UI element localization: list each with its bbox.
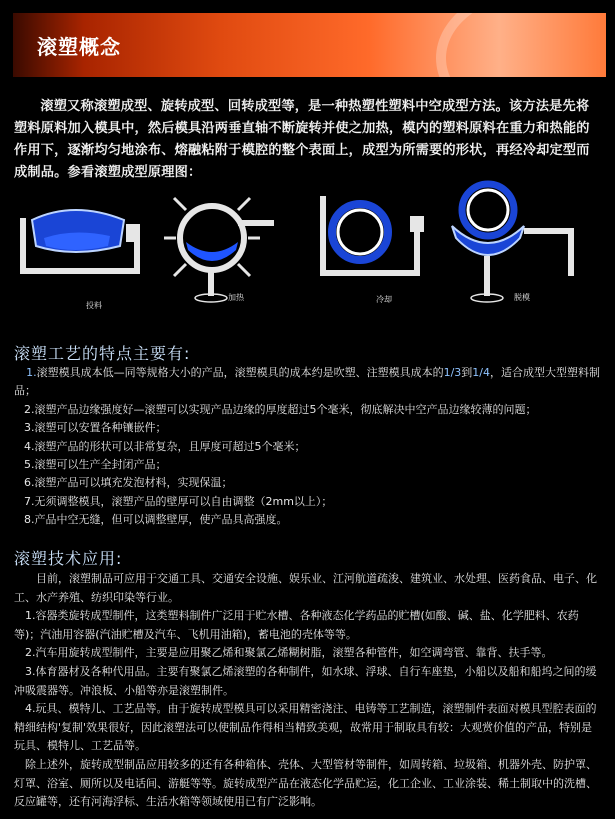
part-wall-cooling <box>338 210 382 254</box>
pipe-left-cooling <box>320 196 326 276</box>
valve-cooling <box>410 216 424 232</box>
molten-powder <box>186 242 238 261</box>
shaft-heating <box>208 270 214 296</box>
mold-cooling <box>332 204 388 260</box>
feature-item: 4.滚塑产品的形状可以非常复杂，且厚度可超过5个毫米； <box>24 439 306 453</box>
application-item: 2.汽车用旋转成型制件，主要是应用聚乙烯和聚氯乙烯糊树脂，滚塑各种管件，如空调弯管、靠背、扶手等。 <box>25 646 553 660</box>
feature-item: 6.滚塑产品可以填充发泡材料，实现保温； <box>24 476 233 490</box>
features-list <box>14 364 604 530</box>
rotomolding-principle-svg <box>14 180 604 320</box>
feature-item: 2.滚塑产品边缘强度好—滚塑可以实现产品边缘的厚度超过5个毫米，彻底解决中空产品边缘较薄的问题； <box>24 402 537 416</box>
finished-part <box>462 184 514 236</box>
application-item: 4.玩具、模特儿、工艺品等。由于旋转成型模具可以采用精密浇注、电铸等工艺制造，滚塑制件表面对模具型腔表面的精细结构'复制'效果很好，因此滚塑法可以使制品作得相当精致美观，故常用于制取具有较：大观赏价值的产品，特别是玩具、模特儿、工艺品等。 <box>14 702 597 753</box>
feature-item: 8.产品中空无缝，但可以调整壁厚，使产品具高强度。 <box>24 513 288 527</box>
arm-demolding <box>524 228 574 234</box>
pipe-left <box>20 218 26 274</box>
stage-cooling <box>320 196 424 304</box>
shaft-demolding <box>484 256 490 296</box>
pipe-right <box>134 240 140 274</box>
feature-item: 7.无须调整模具，滚塑产品的壁厚可以自由调整（2mm以上）； <box>24 494 333 508</box>
application-item: 1.容器类旋转成型制件，这类塑料制件广泛用于贮水槽、各种液态化学药品的贮槽(如酸、碱、盐、化学肥料、农药等)；汽油用容器(汽油贮槽及汽车、飞机用油箱)，蓄电池的壳体等等。 <box>14 609 579 641</box>
stage-label-cooling: 冷却 <box>376 295 392 304</box>
application-item: 除上述外，旋转成型制品应用较多的还有各种箱体、壳体、大型管材等制件，如周转箱、垃圾箱、机器外壳、防护罩、灯罩、浴室、厕所以及电话间、游艇等等。旋转成型产品在液态化学品贮运，化工企业、工业涂装、稀土制取中的洗槽、反应罐等，还有河海浮标、生活水箱等领域使用已有广泛影响。 <box>14 757 597 809</box>
rotomolding-diagram <box>14 180 604 320</box>
part-wall-demolding <box>468 190 508 230</box>
stage-label-heating: 加热 <box>228 293 244 302</box>
pipe-bottom-cooling <box>320 270 420 276</box>
post-demolding <box>568 228 574 276</box>
applications-body <box>14 570 602 812</box>
applications-intro: 目前，滚塑制品可应用于交通工具、交通安全设施、娱乐业、江河航道疏浚、建筑业、水处理、医药食品、电子、化工、水产养殖、纺织印染等行业。 <box>14 572 597 604</box>
stage-label-demolding: 脱模 <box>514 293 530 302</box>
application-item: 3.体育器材及各种代用品。主要有聚氯乙烯滚塑的各种制件，如水球、浮球、自行车座垫，小船以及船和船坞之间的缓冲吸震器等。冲浪板、小船等亦是滚塑制件。 <box>14 664 597 697</box>
feature-item: 5.滚塑可以生产全封闭产品； <box>24 458 167 472</box>
pipe-bottom <box>20 268 140 274</box>
intro-paragraph: 滚塑又称滚塑成型、旋转成型、回转成型等，是一种热塑性塑料中空成型方法。该方法是先将塑料原料加入模具中，然后模具沿两垂直轴不断旋转并使之加热，模内的塑料原料在重力和热能的作用下，逐渐均匀地涂布、熔融粘附于模腔的整个表面上，成型为所需要的形状，再经冷却定型而成制品。参看滚塑成型原理图： <box>14 99 590 180</box>
stage-label-feeding: 投料 <box>86 301 102 310</box>
arm-heating <box>238 220 274 226</box>
stage-demolding <box>452 184 574 302</box>
features-heading: 滚塑工艺的特点主要有: <box>14 344 191 363</box>
feature-item: 3.滚塑可以安置各种镶嵌件； <box>24 421 167 435</box>
applications-heading: 滚塑技术应用: <box>14 549 123 568</box>
feature-item: 1.滚塑模具成本低—同等规格大小的产品，滚塑模具的成本约是吹塑、注塑模具成本的1/3到1/4，适合成型大型塑料制品； <box>14 366 600 398</box>
valve-block <box>126 224 140 242</box>
stage-feeding <box>20 210 140 310</box>
stage-heating <box>164 198 274 302</box>
page-title: 滚塑概念 <box>37 35 121 59</box>
title-banner <box>13 13 606 77</box>
